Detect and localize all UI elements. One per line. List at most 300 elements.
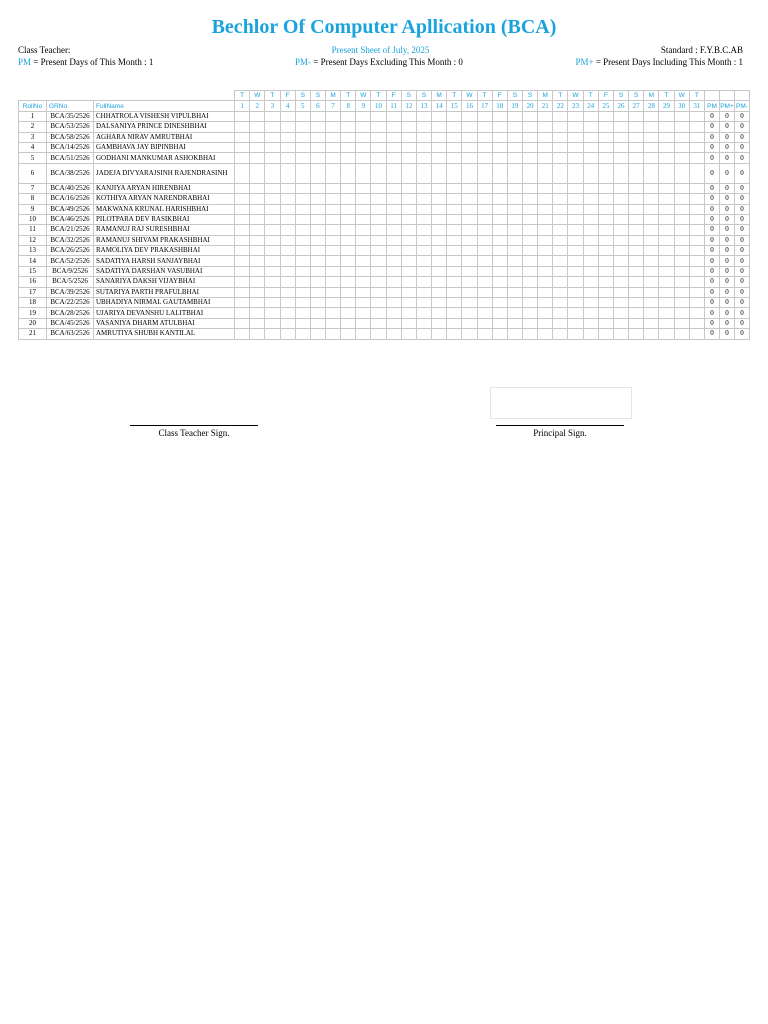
- attendance-day-cell: [401, 298, 416, 308]
- attendance-day-cell: [629, 142, 644, 152]
- pm-plus-cell: 0: [720, 277, 735, 287]
- attendance-day-cell: [356, 235, 371, 245]
- attendance-day-cell: [356, 183, 371, 193]
- attendance-day-cell: [507, 246, 522, 256]
- roll-number-cell: 5: [19, 153, 47, 163]
- attendance-day-cell: [462, 266, 477, 276]
- attendance-day-cell: [583, 225, 598, 235]
- attendance-day-cell: [553, 225, 568, 235]
- attendance-day-cell: [598, 194, 613, 204]
- attendance-day-cell: [598, 266, 613, 276]
- attendance-day-cell: [553, 235, 568, 245]
- pm-cell: 0: [705, 214, 720, 224]
- attendance-day-cell: [432, 225, 447, 235]
- info-row: [18, 45, 743, 57]
- table-row: [19, 132, 750, 142]
- attendance-day-cell: [613, 111, 628, 121]
- weekday-header-row: [19, 91, 750, 101]
- table-row: [19, 122, 750, 132]
- roll-number-cell: 12: [19, 235, 47, 245]
- attendance-day-cell: [310, 225, 325, 235]
- attendance-day-cell: [492, 204, 507, 214]
- gr-number-cell: BCA/45/2526: [47, 318, 94, 328]
- principal-sign-label: Principal Sign.: [533, 428, 587, 438]
- attendance-day-cell: [341, 256, 356, 266]
- attendance-day-cell: [356, 329, 371, 339]
- attendance-day-cell: [265, 111, 280, 121]
- attendance-day-cell: [462, 225, 477, 235]
- attendance-day-cell: [583, 308, 598, 318]
- student-name-cell: CHHATROLA VISHESH VIPULBHAI: [94, 111, 235, 121]
- attendance-day-cell: [416, 183, 431, 193]
- attendance-day-cell: [689, 277, 704, 287]
- attendance-day-cell: [538, 277, 553, 287]
- attendance-day-cell: [447, 204, 462, 214]
- attendance-day-cell: [568, 122, 583, 132]
- student-name-cell: UBHADIYA NIRMAL GAUTAMBHAI: [94, 298, 235, 308]
- attendance-day-cell: [598, 142, 613, 152]
- student-name-cell: SADATIYA HARSH SANJAYBHAI: [94, 256, 235, 266]
- attendance-day-cell: [325, 256, 340, 266]
- legend-pm-plus: [576, 57, 744, 67]
- day-number-cell: 18: [492, 101, 507, 111]
- attendance-day-cell: [341, 318, 356, 328]
- attendance-day-cell: [629, 183, 644, 193]
- roll-number-cell: 8: [19, 194, 47, 204]
- day-number-cell: 24: [583, 101, 598, 111]
- attendance-day-cell: [553, 183, 568, 193]
- day-number-cell: 10: [371, 101, 386, 111]
- day-number-cell: 27: [629, 101, 644, 111]
- pm-cell: 0: [705, 266, 720, 276]
- attendance-day-cell: [477, 298, 492, 308]
- legend-pm-plus-key: PM+: [575, 57, 594, 67]
- attendance-day-cell: [598, 298, 613, 308]
- attendance-day-cell: [568, 287, 583, 297]
- attendance-day-cell: [325, 214, 340, 224]
- pm-cell: 0: [705, 194, 720, 204]
- gr-number-cell: BCA/39/2526: [47, 287, 94, 297]
- attendance-day-cell: [265, 204, 280, 214]
- attendance-day-cell: [674, 111, 689, 121]
- weekday-cell: M: [538, 91, 553, 101]
- pm-cell: 0: [705, 277, 720, 287]
- attendance-day-cell: [568, 153, 583, 163]
- attendance-day-cell: [235, 246, 250, 256]
- attendance-day-cell: [523, 142, 538, 152]
- attendance-day-cell: [462, 318, 477, 328]
- attendance-day-cell: [644, 287, 659, 297]
- pm-minus-cell: 0: [735, 329, 750, 339]
- attendance-day-cell: [598, 277, 613, 287]
- attendance-day-cell: [280, 298, 295, 308]
- attendance-day-cell: [477, 163, 492, 183]
- attendance-day-cell: [295, 132, 310, 142]
- pm-plus-cell: 0: [720, 194, 735, 204]
- attendance-day-cell: [295, 329, 310, 339]
- header-blank-cell: [19, 91, 235, 101]
- attendance-day-cell: [492, 122, 507, 132]
- pm-plus-cell: 0: [720, 204, 735, 214]
- table-row: [19, 194, 750, 204]
- attendance-day-cell: [295, 194, 310, 204]
- attendance-day-cell: [386, 225, 401, 235]
- attendance-day-cell: [659, 153, 674, 163]
- attendance-day-cell: [416, 163, 431, 183]
- attendance-day-cell: [492, 153, 507, 163]
- attendance-day-cell: [401, 256, 416, 266]
- attendance-day-cell: [250, 277, 265, 287]
- pm-plus-cell: 0: [720, 308, 735, 318]
- pm-cell: 0: [705, 122, 720, 132]
- legend-pm-minus-text: = Present Days Excluding This Month : 0: [311, 57, 463, 67]
- day-number-cell: 25: [598, 101, 613, 111]
- attendance-day-cell: [538, 256, 553, 266]
- attendance-day-cell: [401, 183, 416, 193]
- attendance-day-cell: [553, 194, 568, 204]
- gr-number-cell: BCA/53/2526: [47, 122, 94, 132]
- attendance-day-cell: [477, 256, 492, 266]
- attendance-day-cell: [538, 246, 553, 256]
- attendance-day-cell: [295, 111, 310, 121]
- attendance-day-cell: [325, 132, 340, 142]
- attendance-day-cell: [325, 277, 340, 287]
- gr-number-cell: BCA/46/2526: [47, 214, 94, 224]
- column-header-grno: GRNo: [47, 101, 94, 111]
- attendance-day-cell: [538, 287, 553, 297]
- attendance-day-cell: [568, 266, 583, 276]
- attendance-day-cell: [538, 111, 553, 121]
- roll-number-cell: 21: [19, 329, 47, 339]
- weekday-cell: T: [447, 91, 462, 101]
- attendance-day-cell: [674, 256, 689, 266]
- attendance-day-cell: [613, 318, 628, 328]
- attendance-day-cell: [310, 153, 325, 163]
- day-number-cell: 17: [477, 101, 492, 111]
- attendance-day-cell: [583, 153, 598, 163]
- attendance-day-cell: [401, 329, 416, 339]
- attendance-day-cell: [477, 266, 492, 276]
- column-header-pm: PM: [705, 101, 720, 111]
- attendance-day-cell: [538, 318, 553, 328]
- attendance-day-cell: [432, 298, 447, 308]
- attendance-day-cell: [492, 132, 507, 142]
- attendance-day-cell: [689, 329, 704, 339]
- attendance-day-cell: [447, 163, 462, 183]
- weekday-cell: M: [644, 91, 659, 101]
- attendance-day-cell: [644, 256, 659, 266]
- attendance-day-cell: [629, 287, 644, 297]
- attendance-day-cell: [644, 298, 659, 308]
- attendance-day-cell: [492, 235, 507, 245]
- student-name-cell: AGHARA NIRAV AMRUTBHAI: [94, 132, 235, 142]
- attendance-day-cell: [325, 225, 340, 235]
- pm-cell: 0: [705, 256, 720, 266]
- attendance-day-cell: [659, 204, 674, 214]
- roll-number-cell: 17: [19, 287, 47, 297]
- attendance-day-cell: [386, 111, 401, 121]
- roll-number-cell: 18: [19, 298, 47, 308]
- attendance-day-cell: [341, 277, 356, 287]
- attendance-day-cell: [644, 225, 659, 235]
- attendance-day-cell: [659, 318, 674, 328]
- attendance-day-cell: [356, 153, 371, 163]
- attendance-day-cell: [523, 235, 538, 245]
- attendance-day-cell: [295, 318, 310, 328]
- attendance-day-cell: [386, 298, 401, 308]
- attendance-day-cell: [492, 183, 507, 193]
- attendance-day-cell: [629, 111, 644, 121]
- attendance-day-cell: [235, 298, 250, 308]
- attendance-day-cell: [325, 266, 340, 276]
- attendance-day-cell: [492, 256, 507, 266]
- attendance-day-cell: [674, 183, 689, 193]
- attendance-day-cell: [401, 318, 416, 328]
- attendance-day-cell: [447, 308, 462, 318]
- attendance-day-cell: [265, 256, 280, 266]
- attendance-day-cell: [644, 329, 659, 339]
- attendance-day-cell: [416, 132, 431, 142]
- pm-plus-cell: 0: [720, 318, 735, 328]
- attendance-day-cell: [613, 163, 628, 183]
- attendance-day-cell: [613, 183, 628, 193]
- weekday-cell: W: [462, 91, 477, 101]
- attendance-day-cell: [492, 329, 507, 339]
- pm-plus-cell: 0: [720, 183, 735, 193]
- attendance-day-cell: [341, 163, 356, 183]
- attendance-day-cell: [674, 308, 689, 318]
- attendance-day-cell: [341, 214, 356, 224]
- attendance-day-cell: [371, 225, 386, 235]
- header-empty-cell: [735, 91, 750, 101]
- attendance-day-cell: [371, 122, 386, 132]
- attendance-day-cell: [538, 204, 553, 214]
- attendance-day-cell: [538, 225, 553, 235]
- attendance-day-cell: [250, 266, 265, 276]
- attendance-day-cell: [644, 308, 659, 318]
- attendance-day-cell: [371, 214, 386, 224]
- attendance-day-cell: [356, 225, 371, 235]
- table-row: [19, 277, 750, 287]
- attendance-day-cell: [325, 183, 340, 193]
- roll-number-cell: 15: [19, 266, 47, 276]
- pm-plus-cell: 0: [720, 235, 735, 245]
- gr-number-cell: BCA/35/2526: [47, 111, 94, 121]
- roll-number-cell: 4: [19, 142, 47, 152]
- attendance-day-cell: [265, 235, 280, 245]
- attendance-day-cell: [507, 308, 522, 318]
- day-number-cell: 23: [568, 101, 583, 111]
- attendance-day-cell: [598, 235, 613, 245]
- attendance-day-cell: [613, 298, 628, 308]
- attendance-day-cell: [629, 318, 644, 328]
- attendance-day-cell: [280, 111, 295, 121]
- day-number-cell: 5: [295, 101, 310, 111]
- attendance-day-cell: [265, 246, 280, 256]
- attendance-day-cell: [507, 298, 522, 308]
- attendance-day-cell: [492, 277, 507, 287]
- attendance-day-cell: [250, 329, 265, 339]
- attendance-day-cell: [598, 329, 613, 339]
- attendance-day-cell: [295, 225, 310, 235]
- attendance-day-cell: [250, 204, 265, 214]
- attendance-day-cell: [507, 183, 522, 193]
- attendance-day-cell: [447, 329, 462, 339]
- attendance-day-cell: [538, 183, 553, 193]
- attendance-day-cell: [568, 256, 583, 266]
- attendance-day-cell: [356, 111, 371, 121]
- day-number-cell: 20: [523, 101, 538, 111]
- attendance-day-cell: [568, 308, 583, 318]
- pm-minus-cell: 0: [735, 142, 750, 152]
- attendance-day-cell: [265, 163, 280, 183]
- table-row: [19, 256, 750, 266]
- pm-cell: 0: [705, 308, 720, 318]
- day-number-cell: 15: [447, 101, 462, 111]
- pm-minus-cell: 0: [735, 298, 750, 308]
- attendance-day-cell: [492, 246, 507, 256]
- attendance-day-cell: [295, 214, 310, 224]
- attendance-day-cell: [310, 132, 325, 142]
- attendance-day-cell: [507, 318, 522, 328]
- attendance-day-cell: [583, 204, 598, 214]
- attendance-day-cell: [492, 214, 507, 224]
- attendance-day-cell: [568, 225, 583, 235]
- attendance-day-cell: [235, 318, 250, 328]
- attendance-day-cell: [401, 214, 416, 224]
- attendance-day-cell: [356, 142, 371, 152]
- attendance-day-cell: [674, 235, 689, 245]
- pm-plus-cell: 0: [720, 287, 735, 297]
- weekday-cell: S: [310, 91, 325, 101]
- attendance-day-cell: [553, 111, 568, 121]
- sheet-title: Present Sheet of July, 2025: [331, 45, 430, 55]
- attendance-day-cell: [598, 132, 613, 142]
- attendance-day-cell: [674, 204, 689, 214]
- attendance-day-cell: [689, 122, 704, 132]
- attendance-day-cell: [447, 142, 462, 152]
- attendance-day-cell: [265, 122, 280, 132]
- attendance-day-cell: [492, 163, 507, 183]
- legend-pm-key: PM: [18, 57, 32, 67]
- attendance-day-cell: [659, 298, 674, 308]
- attendance-day-cell: [325, 318, 340, 328]
- weekday-cell: S: [295, 91, 310, 101]
- gr-number-cell: BCA/32/2526: [47, 235, 94, 245]
- attendance-day-cell: [265, 298, 280, 308]
- weekday-cell: S: [629, 91, 644, 101]
- attendance-day-cell: [538, 163, 553, 183]
- gr-number-cell: BCA/49/2526: [47, 204, 94, 214]
- attendance-day-cell: [568, 142, 583, 152]
- student-name-cell: DALSANIYA PRINCE DINESHBHAI: [94, 122, 235, 132]
- attendance-day-cell: [462, 287, 477, 297]
- attendance-day-cell: [401, 266, 416, 276]
- attendance-day-cell: [629, 194, 644, 204]
- table-row: [19, 308, 750, 318]
- attendance-day-cell: [295, 246, 310, 256]
- table-row: [19, 318, 750, 328]
- column-header-pm-plus: PM+: [720, 102, 734, 110]
- attendance-day-cell: [371, 235, 386, 245]
- attendance-day-cell: [613, 329, 628, 339]
- table-row: [19, 329, 750, 339]
- attendance-day-cell: [416, 287, 431, 297]
- attendance-day-cell: [235, 256, 250, 266]
- weekday-cell: T: [659, 91, 674, 101]
- attendance-day-cell: [583, 132, 598, 142]
- attendance-day-cell: [401, 142, 416, 152]
- attendance-day-cell: [416, 214, 431, 224]
- attendance-day-cell: [553, 266, 568, 276]
- attendance-day-cell: [386, 329, 401, 339]
- attendance-day-cell: [432, 256, 447, 266]
- attendance-day-cell: [598, 308, 613, 318]
- roll-number-cell: 1: [19, 111, 47, 121]
- attendance-day-cell: [371, 163, 386, 183]
- attendance-day-cell: [250, 194, 265, 204]
- attendance-day-cell: [689, 153, 704, 163]
- attendance-day-cell: [553, 287, 568, 297]
- attendance-day-cell: [356, 298, 371, 308]
- pm-cell: 0: [705, 318, 720, 328]
- attendance-day-cell: [492, 194, 507, 204]
- attendance-day-cell: [265, 225, 280, 235]
- attendance-day-cell: [629, 256, 644, 266]
- attendance-day-cell: [538, 214, 553, 224]
- attendance-day-cell: [659, 111, 674, 121]
- attendance-day-cell: [492, 111, 507, 121]
- attendance-day-cell: [492, 142, 507, 152]
- attendance-day-cell: [583, 246, 598, 256]
- attendance-day-cell: [462, 298, 477, 308]
- attendance-day-cell: [553, 308, 568, 318]
- attendance-day-cell: [341, 287, 356, 297]
- attendance-day-cell: [492, 225, 507, 235]
- attendance-day-cell: [583, 111, 598, 121]
- attendance-day-cell: [659, 277, 674, 287]
- attendance-day-cell: [553, 163, 568, 183]
- attendance-day-cell: [356, 204, 371, 214]
- attendance-day-cell: [341, 111, 356, 121]
- attendance-day-cell: [538, 266, 553, 276]
- weekday-cell: W: [250, 91, 265, 101]
- attendance-day-cell: [341, 329, 356, 339]
- attendance-day-cell: [598, 153, 613, 163]
- attendance-day-cell: [280, 132, 295, 142]
- attendance-day-cell: [477, 225, 492, 235]
- attendance-day-cell: [401, 308, 416, 318]
- attendance-day-cell: [401, 204, 416, 214]
- student-name-cell: PILOTPARA DEV RASIKBHAI: [94, 214, 235, 224]
- attendance-day-cell: [371, 308, 386, 318]
- attendance-day-cell: [432, 153, 447, 163]
- standard-label: Standard : F.Y.B.C.AB: [660, 45, 743, 55]
- attendance-day-cell: [613, 246, 628, 256]
- legend-pm: [18, 57, 153, 67]
- attendance-day-cell: [523, 287, 538, 297]
- table-row: [19, 298, 750, 308]
- attendance-day-cell: [598, 214, 613, 224]
- attendance-day-cell: [371, 277, 386, 287]
- attendance-day-cell: [310, 214, 325, 224]
- attendance-day-cell: [538, 153, 553, 163]
- attendance-day-cell: [462, 194, 477, 204]
- column-header-row: [19, 101, 750, 111]
- attendance-day-cell: [538, 329, 553, 339]
- attendance-day-cell: [659, 122, 674, 132]
- attendance-day-cell: [341, 235, 356, 245]
